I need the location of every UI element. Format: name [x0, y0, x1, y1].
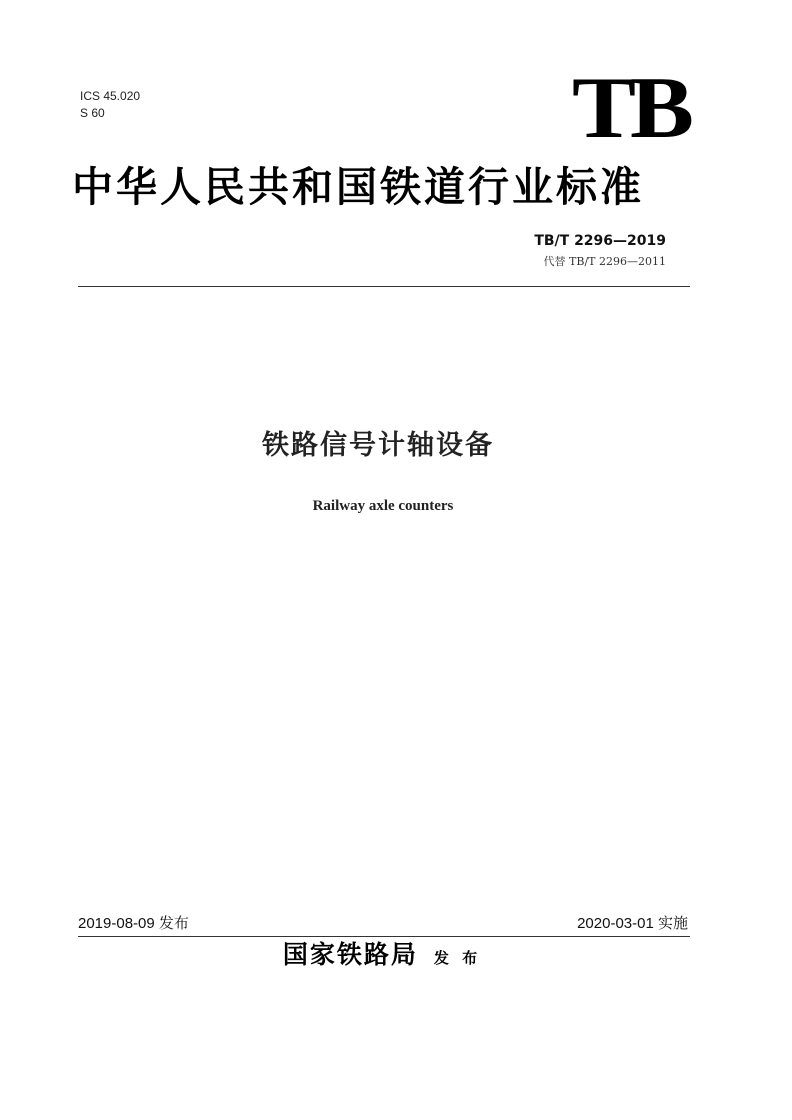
implementation-date: 2020-03-01 实施 — [577, 915, 688, 932]
category-code: S 60 — [80, 106, 105, 120]
issue-date: 2019-08-09 发布 — [78, 915, 189, 932]
ics-code: ICS 45.020 — [80, 89, 141, 103]
classification-codes — [80, 88, 140, 122]
replaces-standard: 代替 TB/T 2296—2011 — [543, 255, 666, 268]
document-title-english: Railway axle counters — [312, 498, 454, 514]
top-divider — [78, 286, 690, 287]
standard-number: TB/T 2296—2019 — [534, 233, 666, 249]
publisher-name: 国家铁路局 — [282, 940, 418, 969]
bottom-divider — [78, 936, 690, 937]
document-title-chinese: 铁路信号计轴设备 — [262, 430, 494, 461]
publisher-line — [0, 938, 764, 975]
tb-logo: TB — [571, 57, 688, 157]
publisher-action: 发 布 — [433, 949, 482, 967]
standard-type-title: 中华人民共和国铁道行业标准 — [72, 163, 644, 211]
